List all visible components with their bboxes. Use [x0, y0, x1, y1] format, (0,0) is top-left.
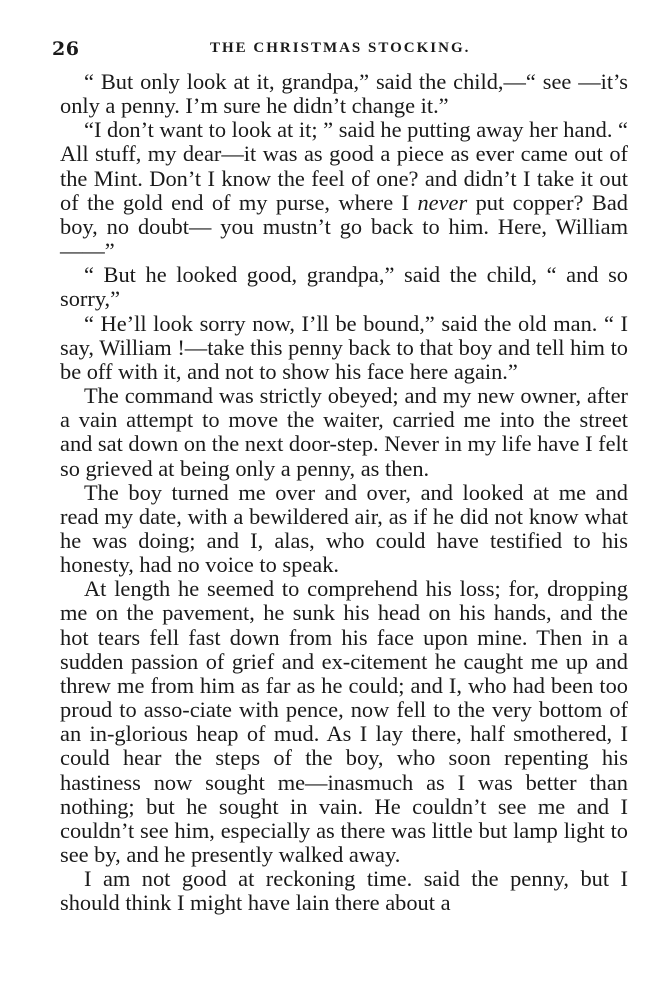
paragraph: At length he seemed to comprehend his loss; for, dropping me on the pavement, he sunk his head on his hands, and the hot tears fell fast down from his face upon mine. Then in a sudden passion of grief and ex-citement he caught me up and threw me from him as far as he could; and I, who had been too proud to asso-ciate with pence, now fell to the very bottom of an in-glorious heap of mud. As I lay there, half smothered, I could hear the steps of the boy, who soon repenting his hastiness now sought me—inasmuch as I was better than nothing; but he sought in vain. He couldn’t see me and I couldn’t see him, especially as there was little but lamp light to see by, and he presently walked away.: [60, 576, 628, 867]
paragraph: “ But only look at it, grandpa,” said the child,—“ see —it’s only a penny. I’m sure he didn’t change it.”: [60, 69, 628, 119]
paragraph: [60, 118, 628, 263]
paragraph: The boy turned me over and over, and looked at me and read my date, with a bewildered air, as if he did not know what he was doing; and I, alas, who could have testified to his honesty, had no voice to speak.: [60, 479, 628, 578]
page-number: 26: [52, 38, 80, 60]
paragraph: The command was strictly obeyed; and my new owner, after a vain attempt to move the waiter, carried me into the street and sat down on the next door-step. Never in my life have I felt so grieved at being only a penny, as then.: [60, 383, 628, 481]
paragraph: “ He’ll look sorry now, I’ll be bound,” said the old man. “ I say, William !—take this penny back to that boy and tell him to be off with it, and not to show his face here again.”: [60, 310, 628, 384]
running-head: THE CHRISTMAS STOCKING.: [210, 40, 471, 56]
paragraph-text: put copper? Bad boy, no doubt— you mustn’t go back to him. Here, William——”: [60, 189, 628, 264]
paragraph-text: “I don’t want to look at it; ” said he putting away her hand. “ All stuff, my dear—it was as good a piece as ever came out of the Mint. Don’t I know the feel of one? and didn’t I take it out of the gold end of my purse, where I: [60, 117, 628, 215]
page-header: [52, 38, 612, 62]
italic-emphasis: never: [417, 189, 468, 215]
body-text: [60, 70, 628, 915]
paragraph: I am not good at reckoning time. said the penny, but I should think I might have lain there about a: [60, 866, 628, 916]
paragraph: “ But he looked good, grandpa,” said the child, “ and so sorry,”: [60, 262, 628, 312]
